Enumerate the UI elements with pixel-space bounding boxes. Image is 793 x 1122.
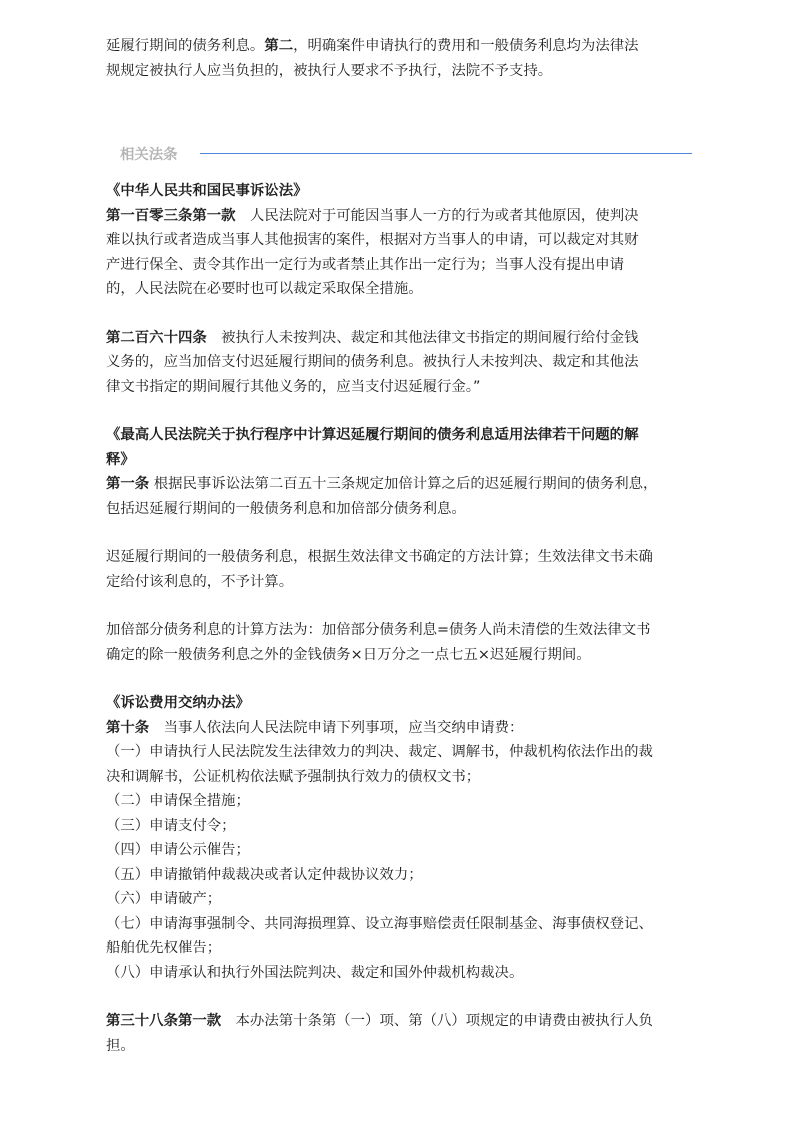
list-item: 船舶优先权催告；	[106, 940, 222, 956]
law-title: 《诉讼费用交纳办法》	[106, 695, 250, 711]
article-line	[106, 204, 692, 229]
spacer	[106, 399, 692, 423]
article-label: 第一条	[106, 476, 150, 492]
list-item: （六）申请破产；	[106, 891, 222, 907]
spacer	[106, 521, 692, 545]
intro-text: 延履行期间的债务利息。	[106, 38, 265, 54]
article-line: 义务的，应当加倍支付迟延履行期间的债务利息。被执行人未按判决、裁定和其他法	[106, 354, 639, 370]
list-item: 决和调解书，公证机构依法赋予强制执行效力的债权文书；	[106, 768, 481, 785]
article-text: 人民法院对于可能因当事人一方的行为或者其他原因，使判决	[235, 207, 639, 224]
intro-bold: 第二	[264, 38, 294, 54]
law-litigation-fees	[106, 691, 692, 1058]
section-title: 相关法条	[120, 146, 178, 163]
list-item: （八）申请承认和执行外国法院判决、裁定和国外仲裁机构裁决。	[106, 964, 524, 981]
list-item: （四）申请公示催告；	[106, 842, 250, 858]
article-text: 根据民事诉讼法第二百五十三条规定加倍计算之后的迟延履行期间的债务利息，	[149, 476, 658, 492]
article-line: 的，人民法院在必要时也可以裁定采取保全措施。	[106, 281, 423, 297]
article-text: 被执行人未按判决、裁定和其他法律文书指定的期间履行给付金钱	[206, 329, 639, 346]
list-item: （三）申请支付令；	[106, 817, 236, 834]
article-line: 律文书指定的期间履行其他义务的，应当支付迟延履行金。”	[106, 378, 481, 395]
article-line: 担。	[106, 1037, 135, 1054]
law-civil-procedure	[106, 179, 692, 399]
law-title: 《最高人民法院关于执行程序中计算迟延履行期间的债务利息适用法律若干问题的解	[106, 427, 639, 443]
article-label: 第二百六十四条	[106, 329, 207, 346]
section-header	[106, 141, 692, 165]
list-item: （一）申请执行人民法院发生法律效力的判决、裁定、调解书，仲裁机构依法作出的裁	[106, 744, 653, 760]
article-label: 第三十八条第一款	[106, 1013, 222, 1029]
document-page	[106, 34, 692, 1058]
article-line: 定给付该利息的，不予计算。	[106, 573, 294, 590]
article-line	[106, 1009, 692, 1034]
intro-text: ，明确案件申请执行的费用和一般债务利息均为法律法	[293, 38, 639, 54]
article-line: 加倍部分债务利息的计算方法为：加倍部分债务利息=债务人尚未清偿的生效法律文书	[106, 622, 651, 638]
spacer	[106, 302, 692, 326]
law-interest-interpretation	[106, 423, 692, 667]
spacer	[106, 594, 692, 618]
article-line: 包括迟延履行期间的一般债务利息和加倍部分债务利息。	[106, 500, 466, 517]
article-label: 第一百零三条第一款	[106, 207, 236, 224]
law-title: 《中华人民共和国民事诉讼法》	[106, 183, 308, 199]
law-title: 释》	[106, 451, 135, 468]
spacer	[106, 985, 692, 1009]
intro-line: 规规定被执行人应当负担的，被执行人要求不予执行，法院不予支持。	[106, 62, 553, 79]
article-label: 第十条	[106, 719, 150, 736]
article-text: 本办法第十条第（一）项、第（八）项规定的申请费由被执行人负	[221, 1013, 653, 1029]
intro-line	[106, 34, 692, 59]
article-text: 当事人依法向人民法院申请下列事项，应当交纳申请费：	[149, 719, 524, 736]
list-item: （七）申请海事强制令、共同海损理算、设立海事赔偿责任限制基金、海事债权登记、	[106, 915, 653, 932]
article-line	[106, 472, 692, 497]
article-line: 迟延履行期间的一般债务利息，根据生效法律文书确定的方法计算；生效法律文书未确	[106, 549, 653, 565]
list-item: （五）申请撤销仲裁裁决或者认定仲裁协议效力；	[106, 866, 423, 883]
section-divider	[200, 153, 692, 154]
article-line	[106, 716, 692, 741]
article-line: 产进行保全、责令其作出一定行为或者禁止其作出一定行为；当事人没有提出申请	[106, 256, 625, 273]
intro-paragraph	[106, 34, 692, 83]
article-line: 难以执行或者造成当事人其他损害的案件，根据对方当事人的申请，可以裁定对其财	[106, 232, 639, 248]
spacer	[106, 667, 692, 691]
article-line: 确定的除一般债务利息之外的金钱债务×日万分之一点七五×迟延履行期间。	[106, 646, 591, 663]
article-line	[106, 326, 692, 351]
list-item: （二）申请保全措施；	[106, 793, 250, 809]
